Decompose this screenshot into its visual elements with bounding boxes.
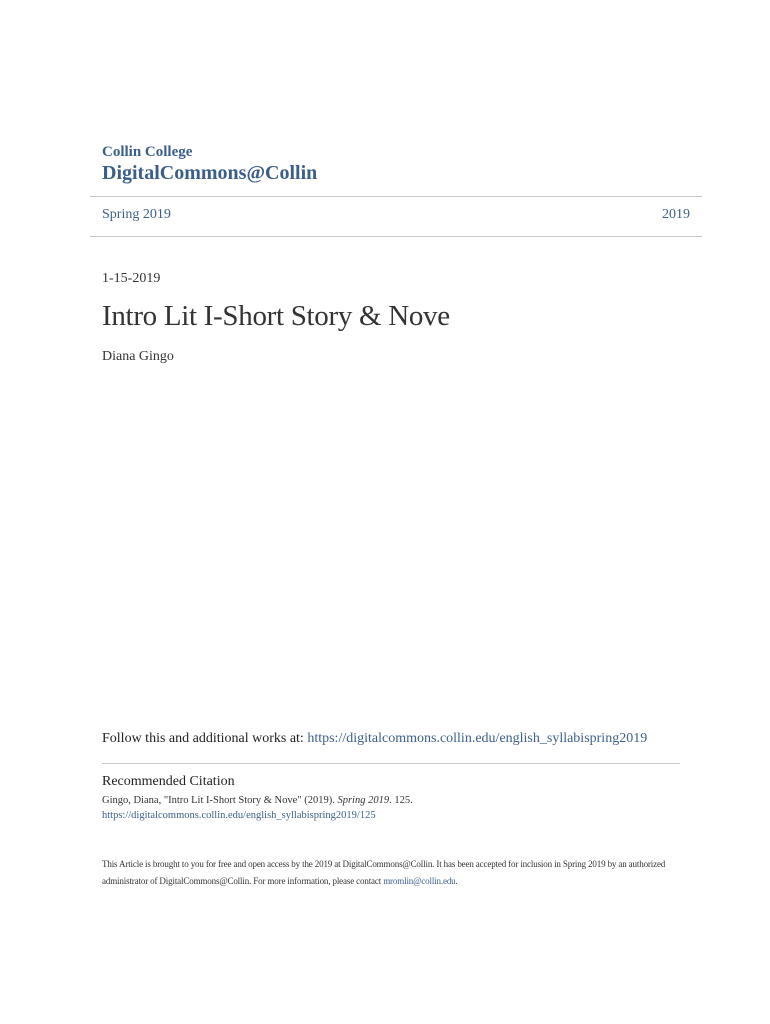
citation-series: Spring 2019 [337, 795, 390, 806]
citation-suffix: . 125. [389, 795, 413, 806]
collection-link[interactable]: Spring 2019 [102, 207, 171, 222]
citation-url-link[interactable]: https://digitalcommons.collin.edu/english_syllabispring2019/125 [102, 810, 376, 821]
citation-text [102, 795, 413, 806]
contact-email-link[interactable]: mromlin@collin.edu [383, 876, 456, 886]
access-notice [102, 856, 682, 890]
citation-divider [102, 763, 680, 764]
header-divider-bottom [90, 236, 702, 237]
follow-text: Follow this and additional works at: [102, 731, 308, 746]
follow-url-link[interactable]: https://digitalcommons.collin.edu/english_syllabispring2019 [307, 731, 648, 746]
document-author: Diana Gingo [102, 349, 174, 364]
citation-heading: Recommended Citation [102, 774, 235, 789]
repository-name[interactable]: DigitalCommons@Collin [102, 162, 318, 184]
document-date: 1-15-2019 [102, 271, 161, 286]
institution-name: Collin College [102, 144, 193, 160]
document-title: Intro Lit I-Short Story & Nove [102, 300, 450, 332]
citation-prefix: Gingo, Diana, "Intro Lit I-Short Story & Nove" (2019). [102, 795, 338, 806]
year-link[interactable]: 2019 [662, 207, 690, 222]
follow-line [102, 731, 647, 747]
notice-text: This Article is brought to you for free and open access by the 2019 at DigitalCommons@Collin. It has been accepted for inclusion in Spring 2019 by an authorized administrator of DigitalCommons@Collin. For more information, please contact [102, 859, 666, 886]
notice-end: . [455, 876, 458, 886]
header-divider-top [90, 196, 702, 197]
